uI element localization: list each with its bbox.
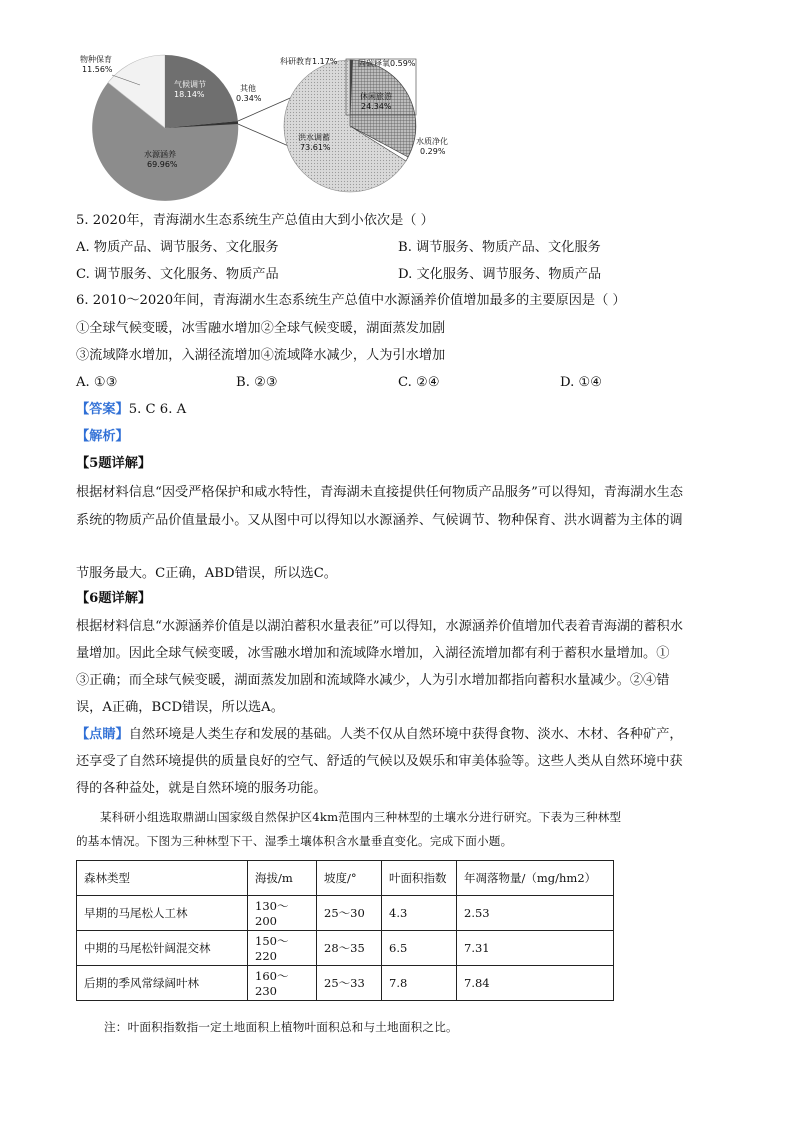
table-cell: 中期的马尾松针阔混交林 [77, 931, 248, 966]
label-species: 物种保育 [80, 55, 112, 64]
d6-p1: 根据材料信息“水源涵养价值是以湖泊蓄积水量表征”可以得知，水源涵养价值增加代表着青海湖的蓄积水 [76, 619, 683, 634]
q6-option-c: C. ②④ [398, 375, 440, 390]
label-leisure: 休闲旅游 [360, 92, 392, 101]
value-climate: 18.14% [174, 90, 205, 99]
intro-p2: 的基本情况。下图为三种林型下干、湿季土壤体积含水量垂直变化。完成下面小题。 [76, 834, 513, 848]
answer-line [76, 401, 186, 419]
value-leisure: 24.34% [361, 102, 392, 111]
label-research: 科研教育1.17% [280, 57, 338, 66]
table-header: 年凋落物量/（mg/hm2） [457, 861, 614, 896]
q6-option-a: A. ①③ [76, 375, 118, 390]
analysis-line [76, 428, 129, 446]
q6-option-d: D. ①④ [560, 375, 603, 390]
q5-option-c: C. 调节服务、文化服务、物质产品 [76, 267, 279, 282]
answer-tag: 【答案】 [76, 402, 129, 417]
tip-p2: 还享受了自然环境提供的质量良好的空气、舒适的气候以及娱乐和审美体验等。这些人类从自然环境中获 [76, 754, 683, 769]
table-cell: 160～230 [248, 966, 317, 1001]
table-cell: 28～35 [317, 931, 382, 966]
table-cell: 7.8 [382, 966, 457, 1001]
q5-option-a: A. 物质产品、调节服务、文化服务 [76, 240, 279, 255]
table-cell: 早期的马尾松人工林 [77, 896, 248, 931]
d5-p2: 系统的物质产品价值量最小。又从图中可以得知以水源涵养、气候调节、物种保育、洪水调蓄为主体的调 [76, 513, 683, 528]
analysis-tag: 【解析】 [76, 429, 129, 444]
d6-p3: ③正确；而全球气候变暖，湖面蒸发加剧和流域降水减少，人为引水增加都指向蓄积水量减少。②④错 [76, 673, 670, 688]
d5-p3: 节服务最大。C正确，ABD错误，所以选C。 [76, 566, 337, 581]
tip-tag: 【点睛】 [76, 727, 129, 742]
table-header-row [77, 861, 614, 896]
intro-p1: 某科研小组选取鼎湖山国家级自然保护区4km范围内三种林型的土壤水分进行研究。下表为三种林型 [100, 810, 622, 824]
table-cell: 25～33 [317, 966, 382, 1001]
ecosystem-value-pie-charts [70, 45, 490, 215]
value-other: 0.34% [236, 94, 262, 103]
d6-tag: 【6题详解】 [76, 591, 152, 606]
q5-option-b: B. 调节服务、物质产品、文化服务 [398, 240, 601, 255]
tip-p3: 得的各种益处，就是自然环境的服务功能。 [76, 781, 327, 796]
label-purify: 水质净化 [416, 137, 448, 146]
table-header: 森林类型 [77, 861, 248, 896]
table-cell: 4.3 [382, 896, 457, 931]
table-cell: 150～220 [248, 931, 317, 966]
value-purify: 0.29% [420, 147, 446, 156]
table-row [77, 931, 614, 966]
d5-p1: 根据材料信息“因受严格保护和咸水特性，青海湖未直接提供任何物质产品服务”可以得知，青海湖水生态 [76, 485, 683, 500]
q6-items-2: ③流域降水增加，入湖径流增加④流域降水减少，人为引水增加 [76, 348, 446, 363]
table-row [77, 896, 614, 931]
table-cell: 7.31 [457, 931, 614, 966]
table-cell: 25～30 [317, 896, 382, 931]
label-carbon: 固碳释氧0.59% [358, 59, 416, 68]
q6-option-b: B. ②③ [236, 375, 278, 390]
table-header: 海拔/m [248, 861, 317, 896]
forest-type-table [76, 860, 614, 1001]
table-cell: 后期的季风常绿阔叶林 [77, 966, 248, 1001]
table-cell: 7.84 [457, 966, 614, 1001]
label-other: 其他 [240, 84, 256, 93]
tip-p1: 自然环境是人类生存和发展的基础。人类不仅从自然环境中获得食物、淡水、木材、各种矿产， [128, 727, 683, 742]
table-header: 叶面积指数 [382, 861, 457, 896]
value-water: 69.96% [147, 160, 178, 169]
label-flood: 洪水调蓄 [298, 133, 330, 142]
table-row [77, 966, 614, 1001]
table-cell: 6.5 [382, 931, 457, 966]
label-climate: 气候调节 [174, 80, 206, 89]
q6-items-1: ①全球气候变暖，冰雪融水增加②全球气候变暖，湖面蒸发加剧 [76, 321, 446, 336]
q5-option-d: D. 文化服务、调节服务、物质产品 [398, 267, 602, 282]
table-cell: 2.53 [457, 896, 614, 931]
value-flood: 73.61% [300, 143, 331, 152]
d6-p4: 误，A正确，BCD错误，所以选A。 [76, 700, 284, 715]
d6-p2: 量增加。因此全球气候变暖，冰雪融水增加和流域降水增加，入湖径流增加都有利于蓄积水量增加。① [76, 646, 670, 661]
answer-text: 5. C 6. A [128, 402, 187, 417]
q5-stem: 5. 2020年，青海湖水生态系统生产总值由大到小依次是（ ） [76, 213, 434, 228]
table-header: 坡度/° [317, 861, 382, 896]
d5-tag: 【5题详解】 [76, 456, 152, 471]
tip-line-1 [76, 726, 683, 744]
table-note: 注：叶面积指数指一定土地面积上植物叶面积总和与土地面积之比。 [104, 1020, 458, 1034]
value-species: 11.56% [82, 65, 113, 74]
table-cell: 130～200 [248, 896, 317, 931]
label-water: 水源涵养 [144, 150, 176, 159]
q6-stem: 6. 2010～2020年间，青海湖水生态系统生产总值中水源涵养价值增加最多的主要原因是（ ） [76, 293, 626, 308]
